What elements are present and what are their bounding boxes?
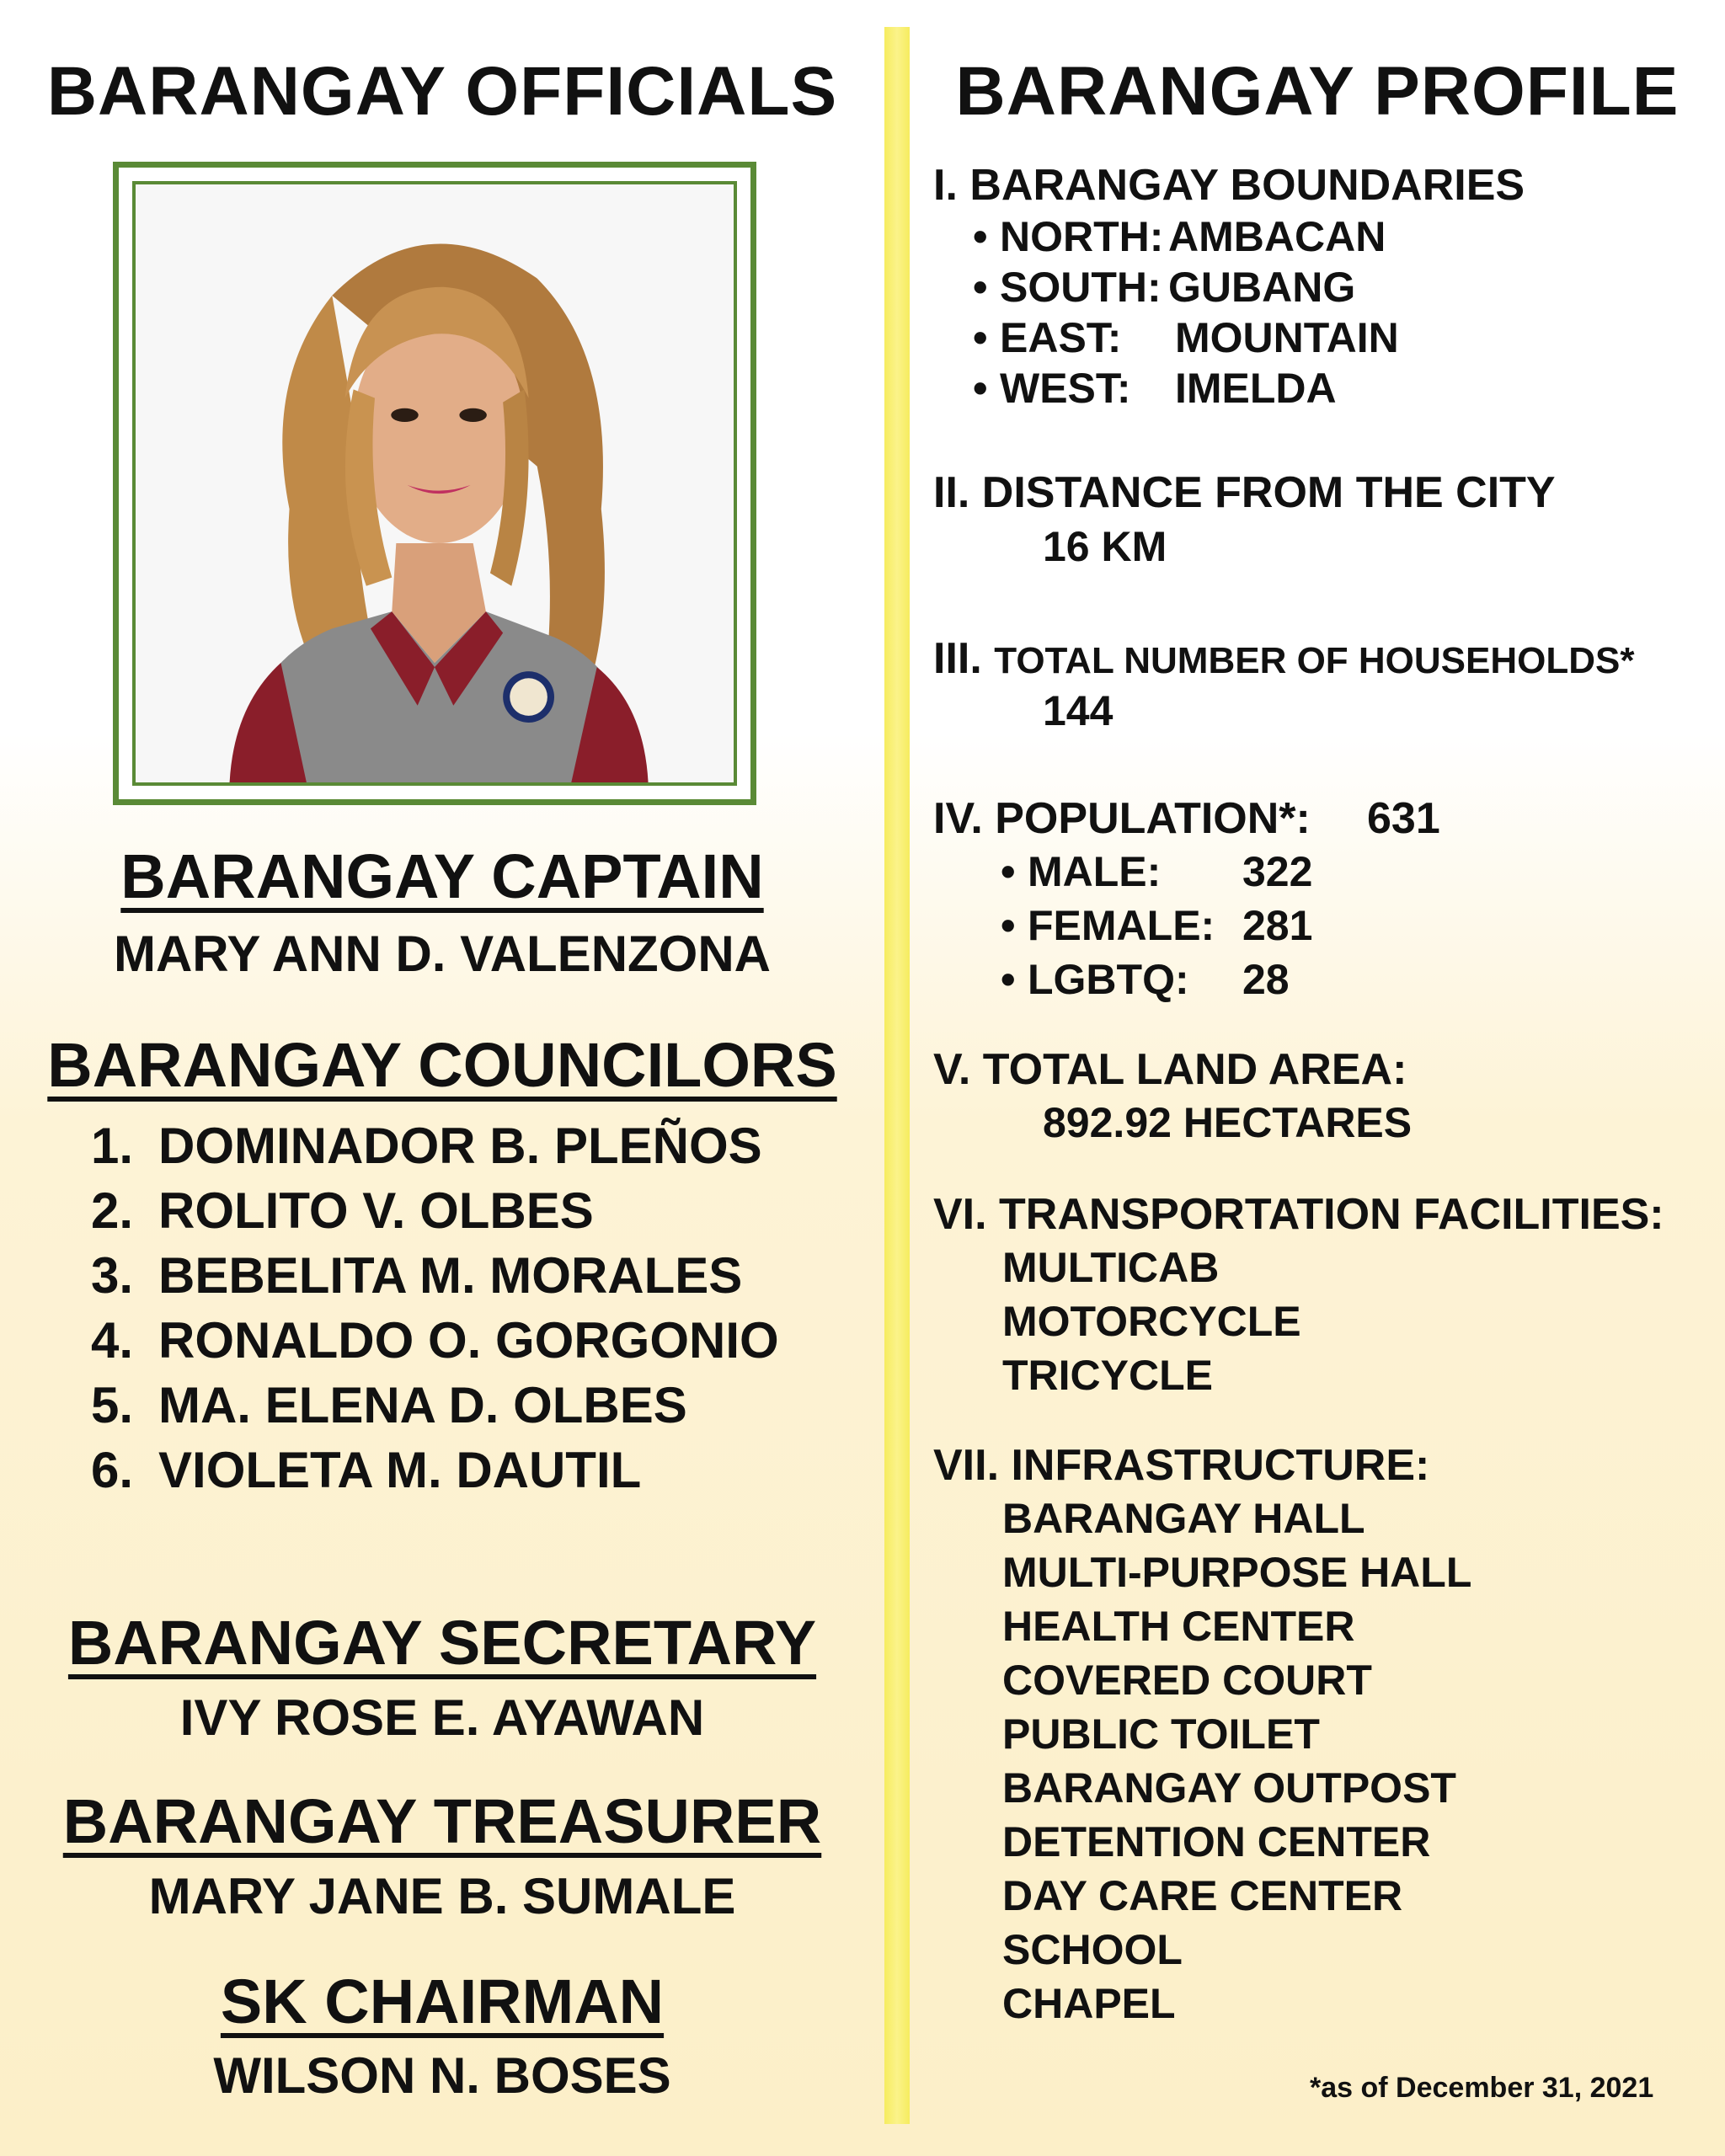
boundary-east: • EAST: MOUNTAIN [973,313,1399,362]
list-item: TRICYCLE [1002,1352,1213,1399]
infrastructure-title: VII. INFRASTRUCTURE: [933,1441,1430,1490]
list-item: 1. DOMINADOR B. PLEÑOS [91,1118,762,1174]
list-item: MULTICAB [1002,1244,1220,1291]
land-area-title: V. TOTAL LAND AREA: [933,1045,1407,1094]
distance-title: II. DISTANCE FROM THE CITY [933,468,1556,517]
list-item: PUBLIC TOILET [1002,1710,1320,1758]
councilors-list [91,1113,779,1502]
captain-name: MARY ANN D. VALENZONA [114,926,771,982]
secretary-name: IVY ROSE E. AYAWAN [179,1689,705,1746]
captain-photo [132,181,737,786]
list-item: SCHOOL [1002,1926,1183,1973]
list-item: DETENTION CENTER [1002,1818,1431,1865]
councilor-name: MA. ELENA D. OLBES [158,1377,687,1433]
councilor-name: DOMINADOR B. PLEÑOS [158,1118,762,1174]
list-item: COVERED COURT [1002,1657,1372,1704]
boundary-west: • WEST: IMELDA [973,364,1337,413]
footnote: *as of December 31, 2021 [1310,2072,1654,2104]
population-lgbtq: • LGBTQ: 28 [1001,955,1290,1004]
population-female: • FEMALE: 281 [1001,901,1312,950]
list-item: MOTORCYCLE [1002,1298,1301,1345]
portrait-illustration [136,184,734,782]
sk-name: WILSON N. BOSES [213,2047,671,2104]
list-item: 2. ROLITO V. OLBES [91,1182,594,1239]
councilors-role: BARANGAY COUNCILORS [47,1030,837,1100]
list-item: MULTI-PURPOSE HALL [1002,1549,1472,1596]
list-item: 5. MA. ELENA D. OLBES [91,1377,687,1433]
column-divider [884,27,910,2124]
households-value: 144 [1043,687,1114,734]
households-title: III. TOTAL NUMBER OF HOUSEHOLDS* [933,634,1635,683]
councilor-name: BEBELITA M. MORALES [158,1247,743,1304]
profile-heading: BARANGAY PROFILE [955,53,1680,130]
population-title: IV. POPULATION*: 631 [933,794,1440,843]
boundary-south: • SOUTH: GUBANG [973,263,1355,312]
captain-role: BARANGAY CAPTAIN [120,841,764,911]
list-item: CHAPEL [1002,1980,1176,2027]
distance-value: 16 KM [1043,523,1167,570]
councilor-name: ROLITO V. OLBES [158,1182,594,1239]
transportation-title: VI. TRANSPORTATION FACILITIES: [933,1190,1664,1239]
boundaries-title: I. BARANGAY BOUNDARIES [933,161,1525,210]
secretary-role: BARANGAY SECRETARY [67,1608,817,1678]
list-item: DAY CARE CENTER [1002,1872,1403,1919]
population-male: • MALE: 322 [1001,847,1312,896]
treasurer-name: MARY JANE B. SUMALE [148,1868,736,1924]
land-area-value: 892.92 HECTARES [1043,1099,1413,1146]
treasurer-role: BARANGAY TREASURER [62,1786,822,1856]
list-item: 3. BEBELITA M. MORALES [91,1247,743,1304]
councilor-name: VIOLETA M. DAUTIL [158,1442,642,1498]
officials-heading: BARANGAY OFFICIALS [46,53,838,130]
list-item: BARANGAY HALL [1002,1495,1365,1542]
sk-role: SK CHAIRMAN [220,1967,665,2036]
captain-photo-frame [113,162,756,805]
list-item: HEALTH CENTER [1002,1603,1355,1650]
list-item: 4. RONALDO O. GORGONIO [91,1312,779,1369]
councilor-name: RONALDO O. GORGONIO [158,1312,779,1369]
list-item: BARANGAY OUTPOST [1002,1764,1456,1812]
list-item: 6. VIOLETA M. DAUTIL [91,1442,642,1498]
boundary-north: • NORTH: AMBACAN [973,212,1386,261]
